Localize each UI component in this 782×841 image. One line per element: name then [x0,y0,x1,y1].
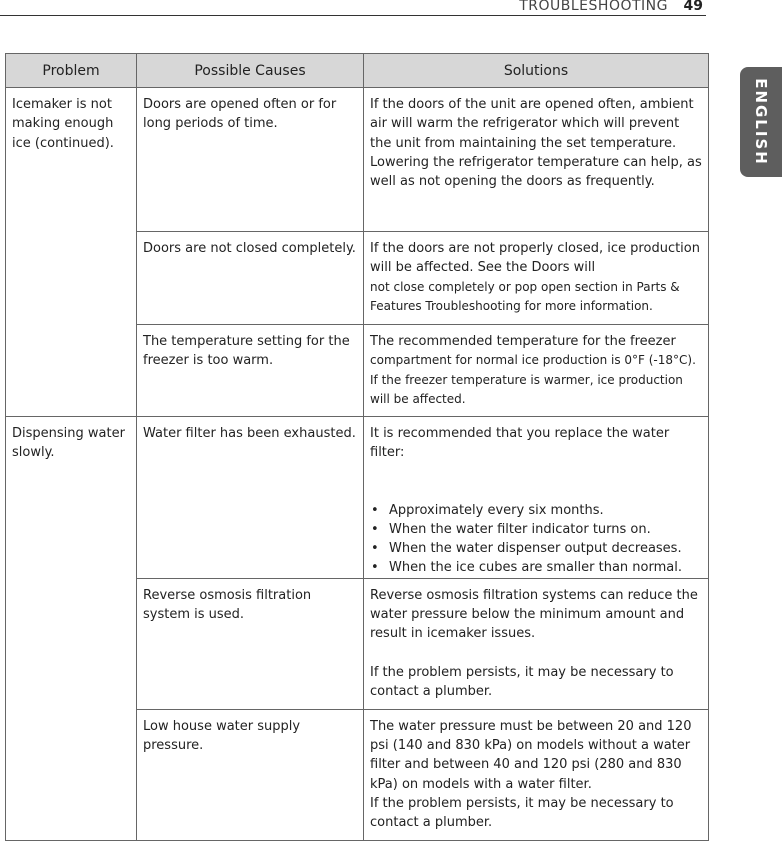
list-item: • When the water dispenser output decreases. [370,539,702,558]
cause-cell: Doors are opened often or for long periods of time. [137,88,364,232]
solution-text: Reverse osmosis filtration systems can reduce the water pressure below the minimum amount and result in icemaker issues. [370,587,698,642]
solution-text: If the doors are not properly closed, ice production will be affected. See the Doors will [370,241,700,276]
language-tab [740,67,782,177]
page-number: 49 [683,0,703,14]
solution-intro: It is recommended that you replace the water filter: [370,426,670,461]
solution-cell [364,232,709,325]
header-solutions: Solutions [364,54,709,88]
solution-text: If the problem persists, it may be necessary to contact a plumber. [370,795,674,831]
page-header [0,0,706,16]
cause-cell: Doors are not closed completely. [137,232,364,325]
solution-cell [364,325,709,417]
solution-cell [364,578,709,709]
solution-text: compartment for normal ice production is 0°F (-18°C). If the freezer temperature is warmer, ice production will be affected. [370,353,696,406]
solution-cell [364,417,709,579]
list-item: • When the water filter indicator turns on. [370,520,702,539]
cause-cell: Low house water supply pressure. [137,709,364,840]
solution-text: The recommended temperature for the freezer [370,334,676,349]
troubleshooting-table [5,53,709,841]
bullet-list [370,501,702,578]
header-causes: Possible Causes [137,54,364,88]
problem-cell: Icemaker is not making enough ice (continued). [6,88,137,417]
table-row [6,417,709,579]
solution-cell [364,709,709,840]
table-row [6,88,709,232]
cause-cell: The temperature setting for the freezer is too warm. [137,325,364,417]
cause-cell: Reverse osmosis filtration system is used. [137,578,364,709]
language-tab-label: ENGLISH [752,78,770,166]
table-header-row [6,54,709,88]
solution-cell: If the doors of the unit are opened often, ambient air will warm the refrigerator which will prevent the unit from maintaining the set temperature. Lowering the refrigerator temperature can help, as well as not opening the doors as frequently. [364,88,709,232]
section-title: TROUBLESHOOTING [519,0,668,14]
solution-text: not close completely or pop open section in Parts & Features Troubleshooting for more information. [370,279,680,313]
solution-text: If the problem persists, it may be necessary to contact a plumber. [370,664,674,699]
list-item: • When the ice cubes are smaller than normal. [370,558,702,577]
solution-text: The water pressure must be between 20 and 120 psi (140 and 830 kPa) on models without a water filter and between 40 and 120 psi (280 and 830 kPa) on models with a water filter. [370,718,692,792]
problem-cell: Dispensing water slowly. [6,417,137,841]
cause-cell: Water filter has been exhausted. [137,417,364,579]
list-item: • Approximately every six months. [370,501,702,520]
header-problem: Problem [6,54,137,88]
